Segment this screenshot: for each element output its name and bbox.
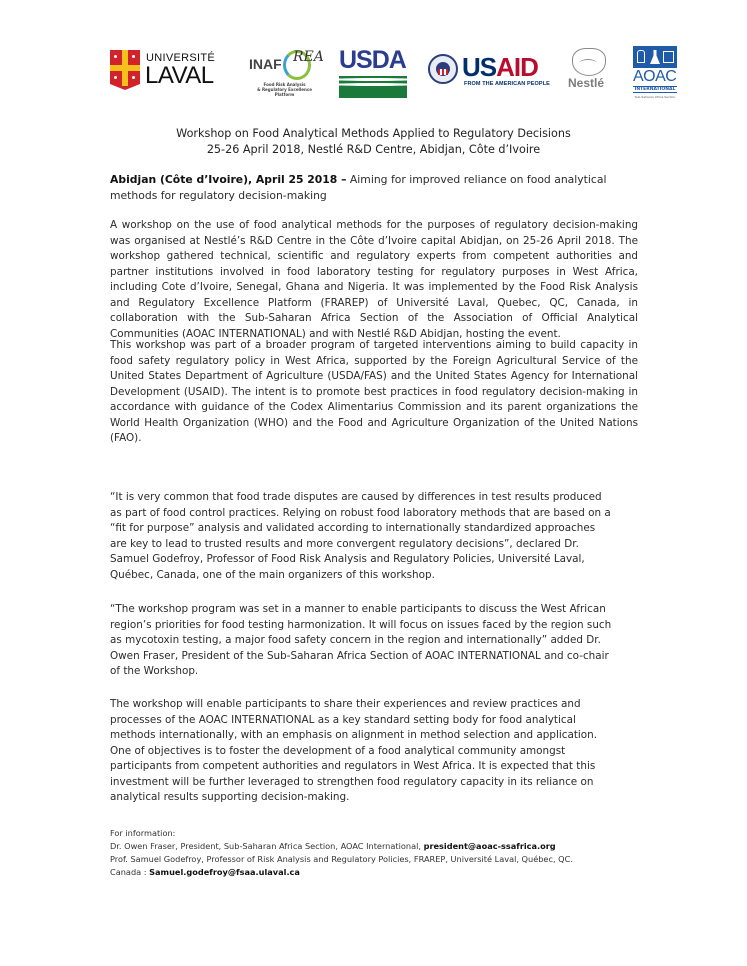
partner-logos [110, 44, 690, 104]
inaf-logo-word: INAF [249, 56, 282, 72]
usaid-seal-icon [428, 54, 458, 84]
usaid-logo-tagline: FROM THE AMERICAN PEOPLE [464, 81, 550, 87]
dateline-lead: Aiming for improved reliance on food analytical methods for regulatory decision-making [110, 173, 607, 202]
paragraph-quote-godefroy: “It is very common that food trade disputes are caused by differences in test results produced as part of food control practices. Relying on robust food laboratory methods that are based on a “fit for purpose” analysis and validated according to internationally standardized approaches are key to lead to trusted results and more convergent regulatory decisions”, declared Dr. Samuel Godefroy, Professor of Food Risk Analysis and Regulatory Policies, Université Laval, Québec, Canada, one of the main organizers of this workshop. [110, 491, 611, 581]
aoac-logo-international: INTERNATIONAL [634, 87, 676, 92]
laval-logo-line1: UNIVERSITÉ [146, 52, 216, 64]
inaf-logo-subtitle: Food Risk Analysis & Regulatory Excellence Platform [257, 82, 312, 97]
paragraph-1: A workshop on the use of food analytical methods for the purposes of regulatory decision-making was organised at Nestlé’s R&D Centre in the Côte d’Ivoire capital Abidjan, on 25-26 April 2018. The workshop gathered technical, scientific and regulatory experts from competent authorities and partner institutions involved in food laboratory testing for regulatory purposes in West Africa, including Cote d’Ivoire, Senegal, Ghana and Nigeria. It was implemented by the Food Risk Analysis and Regulatory Excellence Platform (FRAREP) of Université Laval, Quebec, QC, Canada, in collaboration with the Sub-Saharan Africa Section of the Association of Official Analytical Communities (AOAC INTERNATIONAL) and with Nestlé R&D Abidjan, hosting the event. [110, 219, 638, 340]
inaf-logo-script: REA [293, 49, 324, 65]
info-heading: For information: [110, 828, 176, 838]
aoac-lab-icon [633, 46, 677, 68]
usda-field-icon [339, 76, 407, 98]
nestle-logo [568, 48, 612, 98]
email-link-godefroy[interactable]: Samuel.godefroy@fsaa.ulaval.ca [149, 867, 300, 877]
email-link-fraser[interactable]: president@aoac-ssafrica.org [423, 841, 556, 851]
contact-godefroy-line2: Canada : Samuel.godefroy@fsaa.ulaval.ca [110, 867, 300, 877]
contact-information [110, 827, 650, 879]
dateline-location-date: Abidjan (Côte d’Ivoire), April 25 2018 – [110, 173, 347, 186]
usaid-logo [428, 52, 558, 92]
aoac-logo-word: AOAC [633, 68, 677, 85]
usda-logo-word: USDA [339, 46, 406, 74]
dateline [110, 172, 638, 203]
contact-godefroy: Prof. Samuel Godefroy, Professor of Risk Analysis and Regulatory Policies, FRAREP, Université Laval, Québec, QC. [110, 854, 573, 864]
nestle-nest-icon [572, 48, 606, 76]
aoac-logo [630, 46, 680, 102]
nestle-logo-word: Nestlé [568, 76, 605, 90]
usaid-logo-word: USAID [462, 52, 538, 82]
contact-fraser: Dr. Owen Fraser, President, Sub-Saharan Africa Section, AOAC International, president@aoac-ssafrica.org [110, 841, 556, 851]
universite-laval-logo [110, 50, 220, 98]
inaf-rea-logo [247, 46, 322, 102]
usda-logo [339, 46, 407, 98]
paragraph-2: This workshop was part of a broader program of targeted interventions aiming to build capacity in food safety regulatory policy in West Africa, supported by the Foreign Agricultural Service of the United States Department of Agriculture (USDA/FAS) and the United States Agency for International Development (USAID). The intent is to promote best practices in food regulatory decision-making in accordance with guidance of the Codex Alimentarius Commission and its parent organizations the World Health Organization (WHO) and the Food and Agriculture Organization of the United Nations (FAO). [110, 339, 638, 444]
laval-logo-line2: LAVAL [145, 62, 214, 89]
aoac-logo-tagline: Sub-Saharan Africa Section [634, 95, 676, 99]
paragraph-5: The workshop will enable participants to share their experiences and review practices and processes of the AOAC INTERNATIONAL as a key standard setting body for food analytical methods internationally, with an emphasis on alignment in method selection and application. One of objectives is to foster the development of a food analytical community amongst participants from competent authorities and regulators in West Africa. It is expected that this investment will be further leveraged to strengthen food regulatory capacity in its reliance on analytical results supporting decision-making. [110, 698, 598, 803]
paragraph-quote-fraser: “The workshop program was set in a manner to enable participants to discuss the West African region’s priorities for food testing harmonization. It will focus on issues faced by the region such as mycotoxin testing, a major food safety concern in the region and internationally” added Dr. Owen Fraser, President of the Sub-Saharan Africa Section of AOAC INTERNATIONAL and co-chair of the Workshop. [110, 603, 612, 677]
document-subtitle: 25-26 April 2018, Nestlé R&D Centre, Abidjan, Côte d’Ivoire [206, 143, 541, 156]
laval-shield-icon [110, 50, 140, 90]
document-title: Workshop on Food Analytical Methods Applied to Regulatory Decisions [176, 127, 571, 140]
